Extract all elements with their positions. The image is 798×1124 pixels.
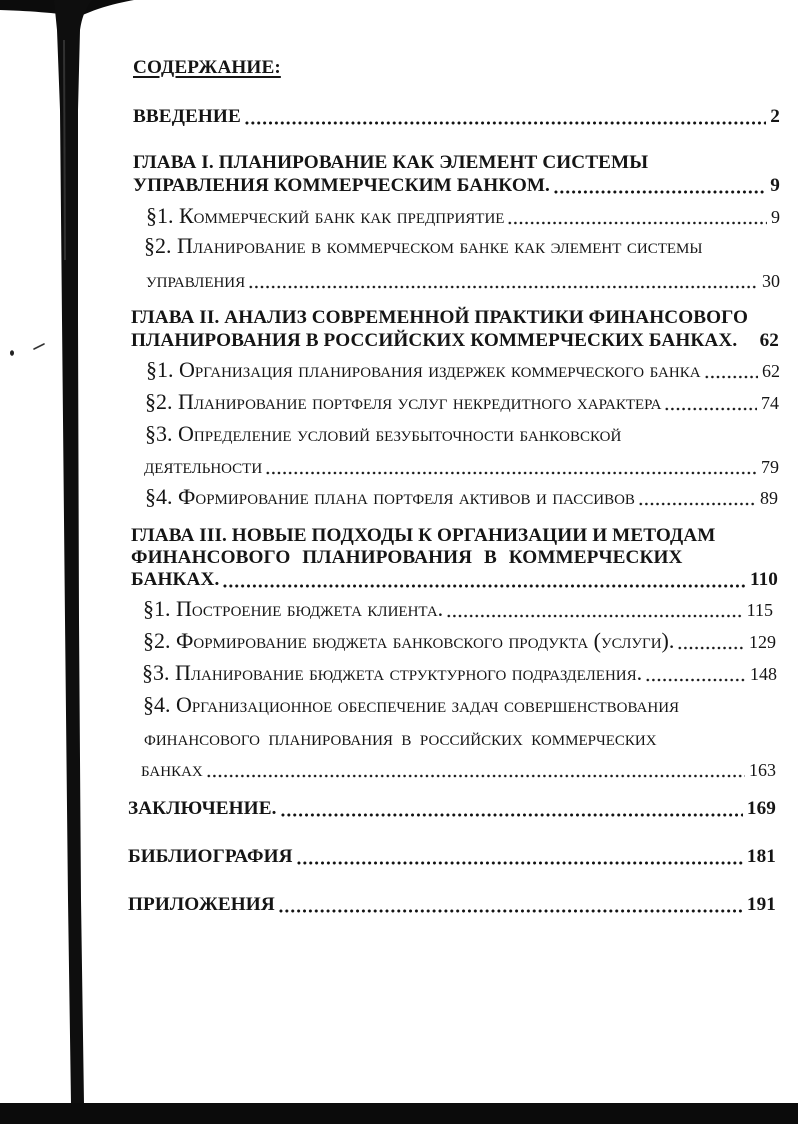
page-number: 62 bbox=[762, 361, 780, 381]
dot-leader bbox=[553, 174, 766, 198]
chapter-1-title-line-2 bbox=[133, 174, 780, 198]
chapter-1-title-line-1: ГЛАВА I. ПЛАНИРОВАНИЕ КАК ЭЛЕМЕНТ СИСТЕМЫ bbox=[133, 152, 649, 173]
section-1-1 bbox=[146, 204, 780, 228]
toc-entry-appendices bbox=[128, 893, 776, 917]
dot-leader bbox=[222, 568, 746, 592]
chapter-3-title-line-2: ФИНАНСОВОГО ПЛАНИРОВАНИЯ В КОММЕРЧЕСКИХ bbox=[131, 547, 683, 568]
dot-leader bbox=[638, 485, 756, 509]
section-3-4-line-1: §4. Организационное обеспечение задач совершенствования bbox=[143, 692, 680, 717]
page-number: 110 bbox=[749, 569, 778, 590]
entry-title: ВВЕДЕНИЕ bbox=[133, 106, 241, 127]
bottom-edge-shadow bbox=[0, 1103, 798, 1124]
entry-title: УПРАВЛЕНИЯ КОММЕРЧЕСКИМ БАНКОМ. bbox=[133, 175, 550, 196]
scan-speck bbox=[34, 344, 44, 349]
page-number: 129 bbox=[749, 632, 776, 652]
chapter-3-title-line-3 bbox=[131, 568, 778, 592]
section-2-1 bbox=[146, 358, 780, 382]
entry-title: деятельности bbox=[144, 453, 263, 478]
toc-entry-bibliography bbox=[128, 845, 776, 869]
dot-leader bbox=[278, 893, 743, 917]
entry-title: банках bbox=[141, 756, 203, 781]
page-title: СОДЕРЖАНИЕ: bbox=[133, 57, 281, 78]
entry-title: §1. Построение бюджета клиента. bbox=[143, 596, 444, 621]
page-number: 9 bbox=[770, 175, 780, 196]
section-1-2-line-2 bbox=[146, 268, 780, 292]
dot-leader bbox=[296, 845, 743, 869]
dot-leader bbox=[704, 358, 758, 382]
page-number: 115 bbox=[746, 600, 773, 620]
page-number: 9 bbox=[771, 207, 780, 227]
page-number: 62 bbox=[759, 330, 779, 351]
section-2-4 bbox=[145, 485, 778, 509]
toc-entry-conclusion bbox=[128, 797, 776, 821]
entry-title: ЗАКЛЮЧЕНИЕ. bbox=[128, 798, 277, 819]
entry-title: §1. Организация планирования издержек коммерческого банка bbox=[146, 357, 701, 382]
page-number: 148 bbox=[750, 664, 777, 684]
page-number: 181 bbox=[746, 846, 776, 867]
toc-entry-introduction bbox=[133, 105, 780, 129]
section-1-2-line-1: §2. Планирование в коммерческом банке как элемент системы bbox=[144, 233, 703, 258]
dot-leader bbox=[280, 797, 743, 821]
page-number: 163 bbox=[749, 760, 776, 780]
entry-title: §2. Формирование бюджета банковского продукта (услуги). bbox=[143, 628, 675, 653]
page-number: 2 bbox=[770, 106, 780, 127]
page-number: 169 bbox=[746, 798, 776, 819]
entry-title: §2. Планирование портфеля услуг некредитного характера bbox=[145, 389, 662, 414]
dot-leader bbox=[677, 629, 745, 653]
entry-title: ПРИЛОЖЕНИЯ bbox=[128, 894, 275, 915]
section-3-1 bbox=[143, 597, 773, 621]
chapter-3-title-line-1: ГЛАВА III. НОВЫЕ ПОДХОДЫ К ОРГАНИЗАЦИИ И МЕТОДАМ bbox=[131, 525, 716, 546]
entry-title: управления bbox=[146, 267, 246, 292]
entry-title: §4. Формирование плана портфеля активов и пассивов bbox=[145, 484, 635, 509]
section-3-4-line-2: финансового планирования в российских коммерческих bbox=[144, 725, 657, 750]
section-3-2 bbox=[143, 629, 776, 653]
entry-title: БИБЛИОГРАФИЯ bbox=[128, 846, 293, 867]
dot-leader bbox=[248, 268, 758, 292]
dot-leader bbox=[265, 454, 757, 478]
section-3-4-line-3 bbox=[141, 757, 776, 781]
dot-leader bbox=[206, 757, 745, 781]
dot-leader bbox=[446, 597, 742, 621]
dot-leader bbox=[244, 105, 766, 129]
page-number: 79 bbox=[761, 457, 779, 477]
entry-title: §3. Планирование бюджета структурного подразделения. bbox=[142, 660, 643, 685]
scan-speck bbox=[10, 350, 14, 356]
section-2-3-line-1: §3. Определение условий безубыточности банковской bbox=[145, 421, 622, 446]
chapter-2-title-line-1: ГЛАВА II. АНАЛИЗ СОВРЕМЕННОЙ ПРАКТИКИ ФИНАНСОВОГО bbox=[131, 307, 749, 328]
chapter-2-title-line-2 bbox=[131, 329, 779, 353]
entry-title: §1. Коммерческий банк как предприятие bbox=[146, 203, 505, 228]
entry-title: БАНКАХ. bbox=[131, 569, 220, 590]
page-number: 89 bbox=[760, 488, 778, 508]
dot-leader bbox=[645, 661, 746, 685]
section-3-3 bbox=[142, 661, 777, 685]
left-binding-shadow bbox=[54, 0, 92, 1104]
dot-leader bbox=[507, 204, 767, 228]
page-number: 30 bbox=[762, 271, 780, 291]
page-number: 191 bbox=[746, 894, 776, 915]
dot-leader bbox=[664, 390, 757, 414]
section-2-2 bbox=[145, 390, 779, 414]
section-2-3-line-2 bbox=[144, 454, 779, 478]
page-number: 74 bbox=[761, 393, 779, 413]
entry-title: ПЛАНИРОВАНИЯ В РОССИЙСКИХ КОММЕРЧЕСКИХ БАНКАХ. bbox=[131, 330, 738, 351]
